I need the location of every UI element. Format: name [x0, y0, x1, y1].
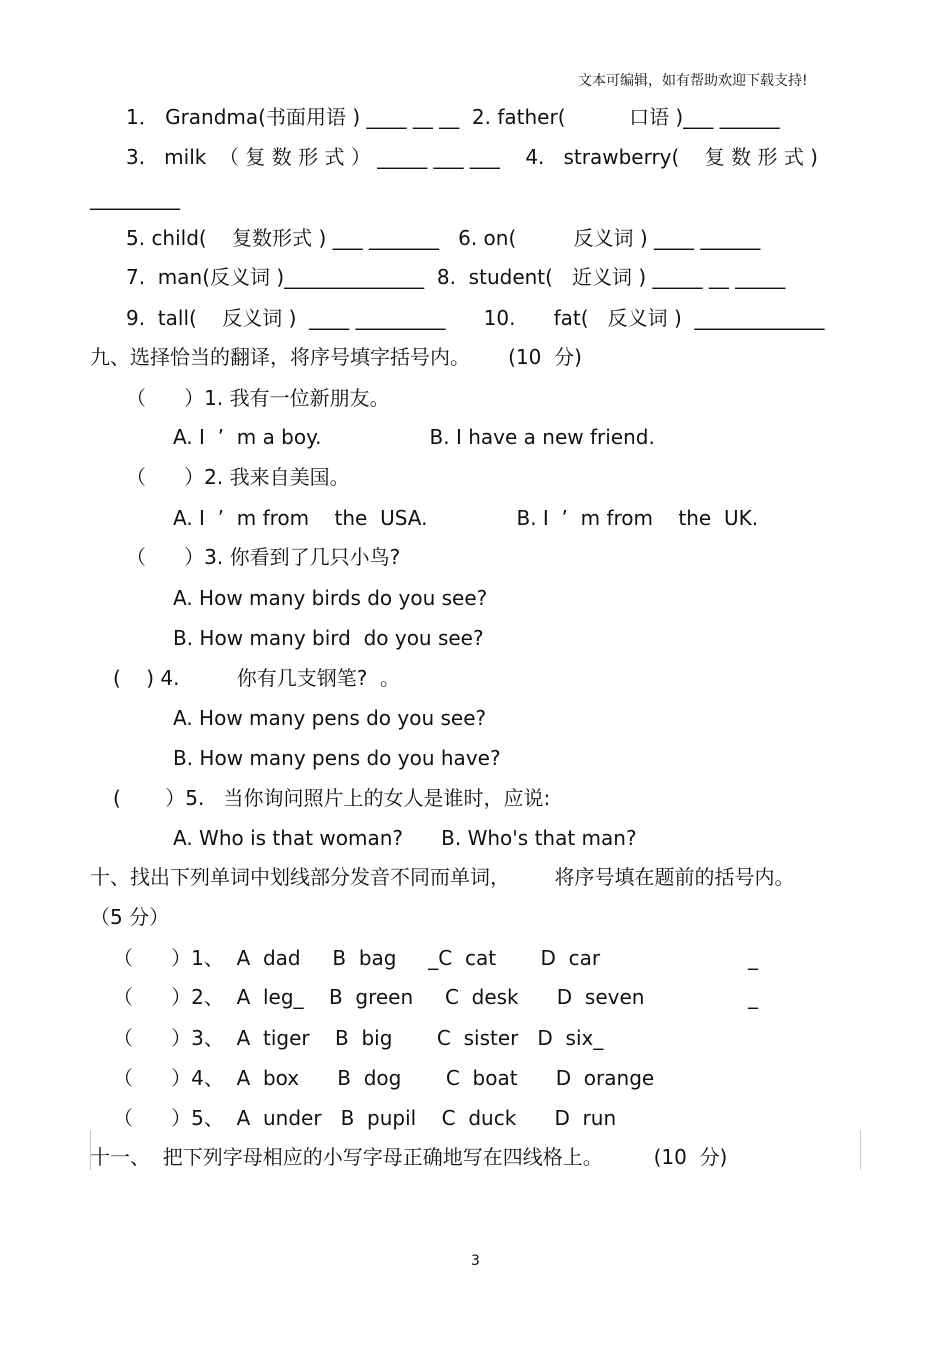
margin-mark-2: _	[748, 985, 758, 1009]
vocab-line-5: 9. tall( 反义词 ) ____ _________ 10. fat( 反义词 ) _____________	[126, 306, 825, 330]
vocab-line-1: 1． Grandma(书面用语 ) ____ __ __ 2. father( 口语 )___ ______	[126, 105, 780, 129]
section-11-heading: 十一、 把下列字母相应的小写字母正确地写在四线格上。 (10 分)	[90, 1145, 728, 1169]
section-10-score: （5 分）	[90, 905, 170, 929]
question-9-1: （ ）1. 我有一位新朋友。	[126, 386, 390, 410]
question-9-3: （ ）3. 你看到了几只小鸟?	[126, 545, 401, 569]
question-9-2-options: A. I ’ m from the USA. B. I ’ m from the UK.	[173, 506, 759, 530]
question-10-5: （ ）5、 A under B pupil C duck D run	[113, 1106, 617, 1130]
vocab-line-2: 3. milk （ 复 数 形 式 ） _____ ___ ___ 4. strawberry( 复 数 形 式 )	[126, 145, 818, 169]
margin-mark-1: _	[748, 946, 758, 970]
vocab-line-2-continuation: _________	[90, 186, 180, 210]
question-10-2: （ ）2、 A leg_ B green C desk D seven	[113, 985, 645, 1009]
question-9-5-options: A. Who is that woman? B. Who's that man?	[173, 826, 637, 850]
section-10-heading: 十、找出下列单词中划线部分发音不同而单词， 将序号填在题前的括号内。	[90, 865, 795, 889]
question-9-4: ( ) 4. 你有几支钢笔? 。	[113, 666, 401, 690]
question-10-3: （ ）3、 A tiger B big C sister D six_	[113, 1026, 604, 1050]
question-9-5: ( ）5. 当你询问照片上的女人是谁时，应说:	[113, 786, 551, 810]
question-9-1-options: A. I ’ m a boy. B. I have a new friend.	[173, 425, 655, 449]
question-10-4: （ ）4、 A box B dog C boat D orange	[113, 1066, 655, 1090]
vocab-line-3: 5. child( 复数形式 ) ___ _______ 6. on( 反义词 ) ____ ______	[126, 226, 761, 250]
section-9-heading: 九、选择恰当的翻译，将序号填字括号内。 (10 分)	[90, 345, 582, 369]
header-note: 文本可编辑，如有帮助欢迎下载支持!	[578, 73, 808, 89]
question-9-3-option-a: A. How many birds do you see?	[173, 586, 488, 610]
question-9-4-option-b: B. How many pens do you have?	[173, 746, 501, 770]
vocab-line-4: 7. man(反义词 )______________ 8. student( 近义词 ) _____ __ _____	[126, 265, 786, 289]
question-10-1: （ ）1、 A dad B bag _C cat D car	[113, 946, 601, 970]
question-9-3-option-b: B. How many bird do you see?	[173, 626, 484, 650]
page-number: 3	[471, 1253, 480, 1269]
question-9-2: （ ）2. 我来自美国。	[126, 465, 350, 489]
right-border-mark	[860, 1130, 861, 1170]
question-9-4-option-a: A. How many pens do you see?	[173, 706, 487, 730]
